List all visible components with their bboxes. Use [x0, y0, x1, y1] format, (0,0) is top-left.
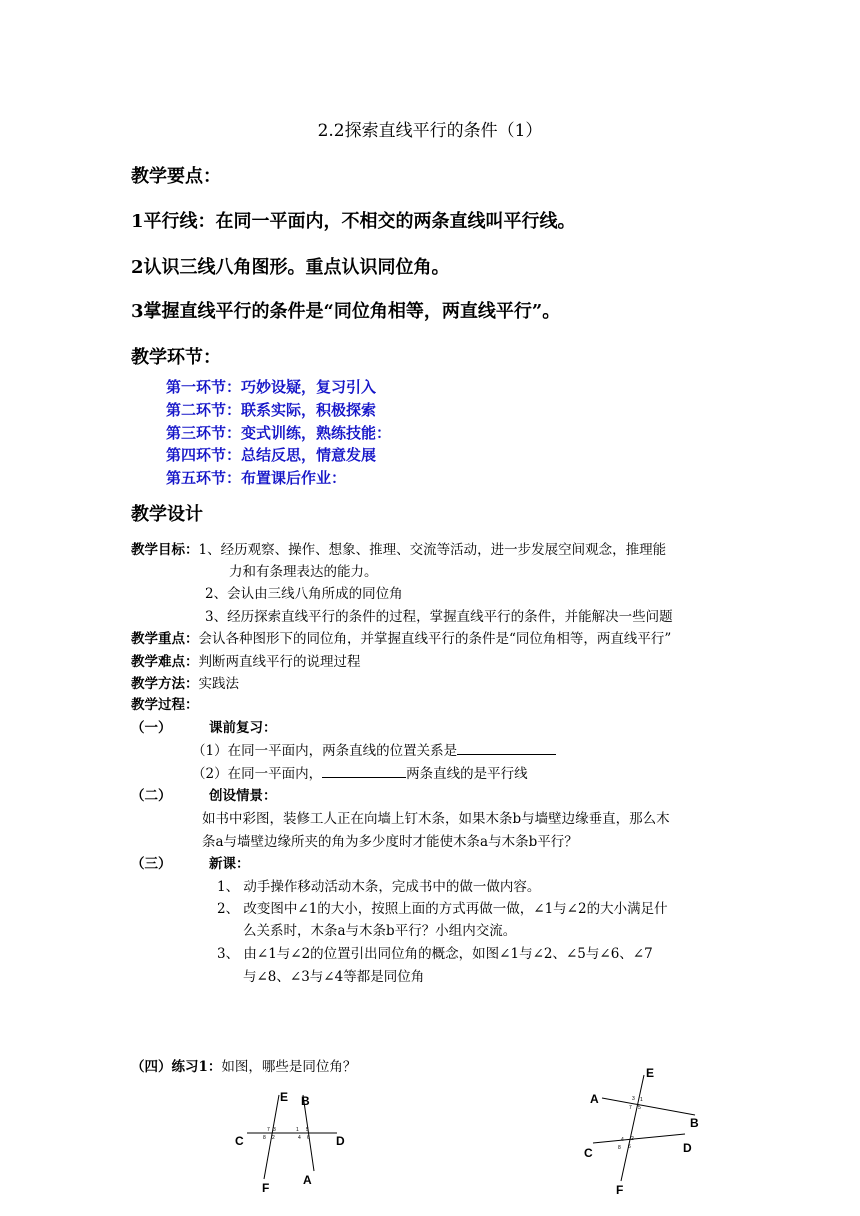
angle-2: 2 [272, 1135, 275, 1141]
label-e: E [280, 1090, 289, 1104]
label-d: D [336, 1134, 345, 1148]
label-d: D [683, 1141, 692, 1155]
focus-text: 会认各种图形下的同位角，并掌握直线平行的条件是“同位角相等，两直线平行” [198, 631, 672, 647]
scene-line-1: 如书中彩图，装修工人正在向墙上钉木条，如果木条b与墙壁边缘垂直，那么木 [202, 811, 670, 827]
angle-1: 1 [296, 1127, 299, 1133]
angle-4: 4 [621, 1137, 624, 1143]
goal-line-1 [131, 538, 666, 558]
figure-right [580, 1063, 710, 1198]
method-label: 教学方法： [131, 676, 199, 692]
sec2-title: 创设情景： [209, 788, 277, 804]
difficulty-text: 判断两直线平行的说理过程 [198, 654, 361, 670]
sec2-number: （二） [131, 788, 172, 804]
goal-1b: 力和有条理表达的能力。 [229, 564, 378, 580]
exercise-label: （四）练习1： [131, 1059, 222, 1075]
angle-2: 2 [631, 1136, 634, 1142]
new-1: 1、 动手操作移动活动木条，完成书中的做一做内容。 [217, 879, 541, 895]
step-1: 第一环节：巧妙设疑，复习引入 [166, 378, 377, 396]
angle-3: 3 [632, 1096, 635, 1102]
difficulty-label: 教学难点： [131, 654, 199, 670]
focus-label: 教学重点： [131, 631, 199, 647]
goal-2: 2、会认由三线八角所成的同位角 [205, 586, 403, 602]
method-line [131, 672, 239, 692]
process-line [131, 693, 199, 713]
step-5: 第五环节：布置课后作业： [166, 469, 347, 487]
angle-1: 1 [640, 1097, 643, 1103]
new-3b: 与∠8、∠3与∠4等都是同位角 [243, 969, 425, 985]
angle-5: 5 [306, 1127, 309, 1133]
step-3: 第三环节：变式训练，熟练技能： [166, 424, 392, 442]
angle-7: 7 [267, 1127, 270, 1133]
label-c: C [584, 1146, 593, 1160]
angle-5: 5 [638, 1105, 641, 1111]
angle-7: 7 [629, 1105, 632, 1111]
goal-1a: 1、经历观察、操作、想象、推理、交流等活动，进一步发展空间观念，推理能 [198, 542, 667, 558]
step-2: 第二环节：联系实际，积极探索 [166, 401, 377, 419]
line-cd [593, 1134, 685, 1143]
new-3a: 3、 由∠1与∠2的位置引出同位角的概念，如图∠1与∠2、∠5与∠6、∠7 [217, 946, 653, 962]
label-f: F [262, 1181, 270, 1195]
angle-8: 8 [618, 1145, 621, 1151]
process-label: 教学过程： [131, 697, 199, 713]
focus-line [131, 627, 671, 647]
new-2a: 2、 改变图中∠1的大小，按照上面的方式再做一做，∠1与∠2的大小满足什 [217, 901, 668, 917]
sec3-number: （三） [131, 856, 172, 872]
difficulty-line [131, 650, 361, 670]
label-a: A [303, 1173, 312, 1187]
exercise-text: 如图，哪些是同位角？ [221, 1059, 357, 1075]
goal-label: 教学目标： [131, 542, 199, 558]
line-ef [621, 1075, 644, 1181]
goal-3: 3、经历探索直线平行的条件的过程，掌握直线平行的条件，并能解决一些问题 [205, 609, 673, 625]
key-points-heading: 教学要点： [131, 166, 221, 187]
method-text: 实践法 [198, 676, 239, 692]
label-e: E [646, 1066, 655, 1080]
step-4: 第四环节：总结反思，情意发展 [166, 446, 377, 464]
angle-6: 6 [628, 1144, 631, 1150]
scene-line-2: 条a与墙壁边缘所夹的角为多少度时才能使木条a与木条b平行？ [202, 834, 578, 850]
review-1: （1）在同一平面内，两条直线的位置关系是 [192, 739, 556, 759]
angle-8: 8 [263, 1135, 266, 1141]
review-2: （2）在同一平面内， 两条直线的是平行线 [192, 762, 528, 782]
sec1-title: 课前复习： [209, 720, 277, 736]
blank-1 [457, 740, 556, 755]
label-a: A [590, 1092, 599, 1106]
label-f: F [616, 1183, 624, 1197]
new-2b: 么关系时，木条a与木条b平行？小组内交流。 [243, 923, 517, 939]
page-title: 2.2探索直线平行的条件（1） [317, 121, 543, 141]
design-heading: 教学设计 [131, 504, 203, 525]
sec1-number: （一） [131, 720, 172, 736]
key-point-1: 1平行线：在同一平面内，不相交的两条直线叫平行线。 [131, 211, 576, 232]
label-b: B [301, 1094, 310, 1108]
blank-2 [322, 763, 406, 778]
angle-3: 3 [273, 1127, 276, 1133]
exercise-line [131, 1055, 356, 1075]
key-point-2: 2认识三线八角图形。重点认识同位角。 [131, 257, 450, 278]
angle-4: 4 [298, 1135, 301, 1141]
figure-left [225, 1085, 355, 1197]
line-ab [602, 1098, 695, 1115]
angle-6: 6 [307, 1135, 310, 1141]
label-b: B [690, 1116, 699, 1130]
sec3-title: 新课： [209, 856, 250, 872]
label-c: C [235, 1134, 244, 1148]
links-heading: 教学环节： [131, 347, 221, 368]
key-point-3: 3掌握直线平行的条件是“同位角相等，两直线平行”。 [131, 301, 561, 322]
